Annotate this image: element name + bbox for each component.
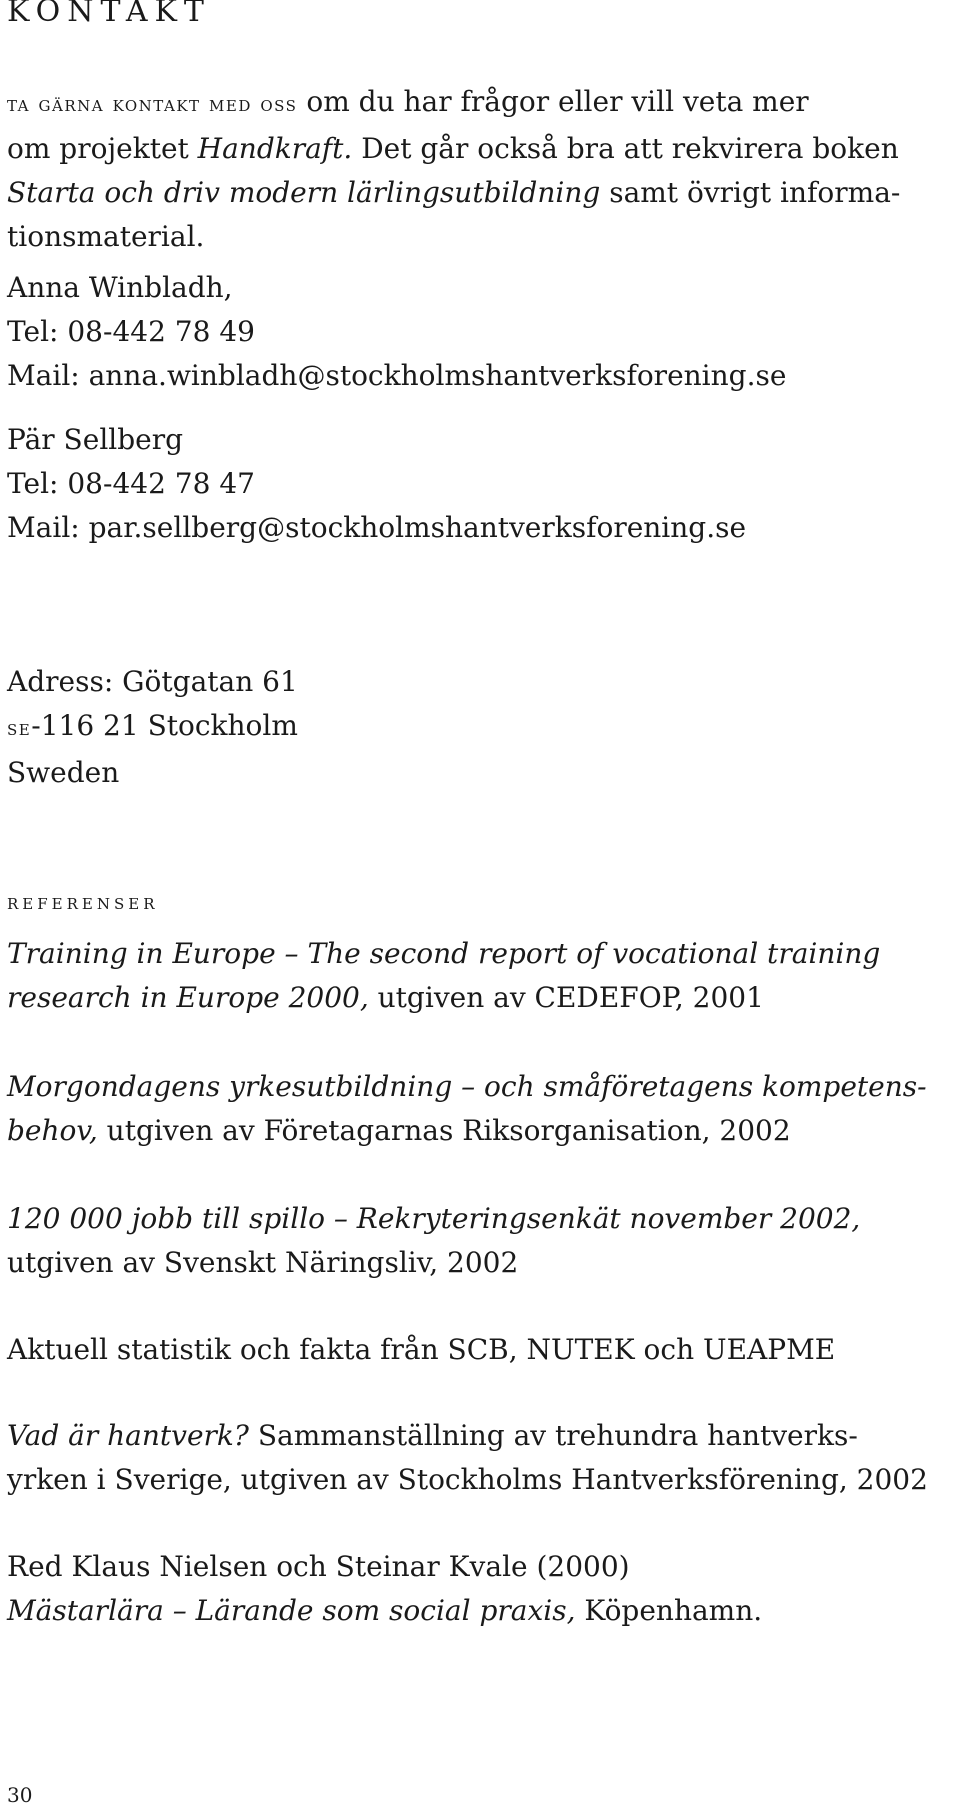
address-postal: se-116 21 Stockholm <box>7 709 298 742</box>
intro-paragraph <box>7 80 952 259</box>
reference-item: Vad är hantverk? Sammanställning av trehundra hantverks- yrken i Sverige, utgiven av Stockholms Hantverksförening, 2002 <box>7 1419 928 1496</box>
contact-block <box>7 266 952 398</box>
intro-line-2: om projektet Handkraft. Det går också bra att rekvirera boken <box>7 132 899 165</box>
contact-name: Anna Winbladh, <box>7 271 233 304</box>
address-street: Adress: Götgatan 61 <box>7 665 298 698</box>
address-block <box>7 660 952 795</box>
reference-item: Aktuell statistik och fakta från SCB, NUTEK och UEAPME <box>7 1333 836 1366</box>
reference-item: Red Klaus Nielsen och Steinar Kvale (2000) Mästarlära – Lärande som social praxis, Köpenhamn. <box>7 1550 763 1627</box>
book-title: Starta och driv modern lärlingsutbildning <box>7 176 601 209</box>
intro-lead-smallcaps: ta gärna kontakt med oss <box>7 92 298 117</box>
contact-mail: Mail: par.sellberg@stockholmshantverksforening.se <box>7 511 747 544</box>
reference-item: Morgondagens yrkesutbildning – och småföretagens kompetens- behov, utgiven av Företagarnas Riksorganisation, 2002 <box>7 1070 927 1147</box>
project-name: Handkraft. <box>197 132 353 165</box>
contact-name: Pär Sellberg <box>7 423 184 456</box>
contact-tel: Tel: 08-442 78 49 <box>7 315 255 348</box>
contact-tel: Tel: 08-442 78 47 <box>7 467 255 500</box>
references-heading: referenser <box>7 890 159 915</box>
page-number: 30 <box>7 1783 33 1807</box>
intro-line-3: Starta och driv modern lärlingsutbildning samt övrigt informa- <box>7 176 901 209</box>
intro-line-4: tionsmaterial. <box>7 220 205 253</box>
reference-item: Training in Europe – The second report of vocational training research in Europe 2000, utgiven av CEDEFOP, 2001 <box>7 937 881 1014</box>
page-title: KONTAKT <box>7 0 211 29</box>
address-country: Sweden <box>7 756 120 789</box>
reference-item: 120 000 jobb till spillo – Rekryteringsenkät november 2002, utgiven av Svenskt Näringsliv, 2002 <box>7 1202 861 1279</box>
contact-mail: Mail: anna.winbladh@stockholmshantverksforening.se <box>7 359 787 392</box>
contact-block <box>7 418 952 550</box>
intro-line-1: ta gärna kontakt med oss om du har frågor eller vill veta mer <box>7 85 809 118</box>
